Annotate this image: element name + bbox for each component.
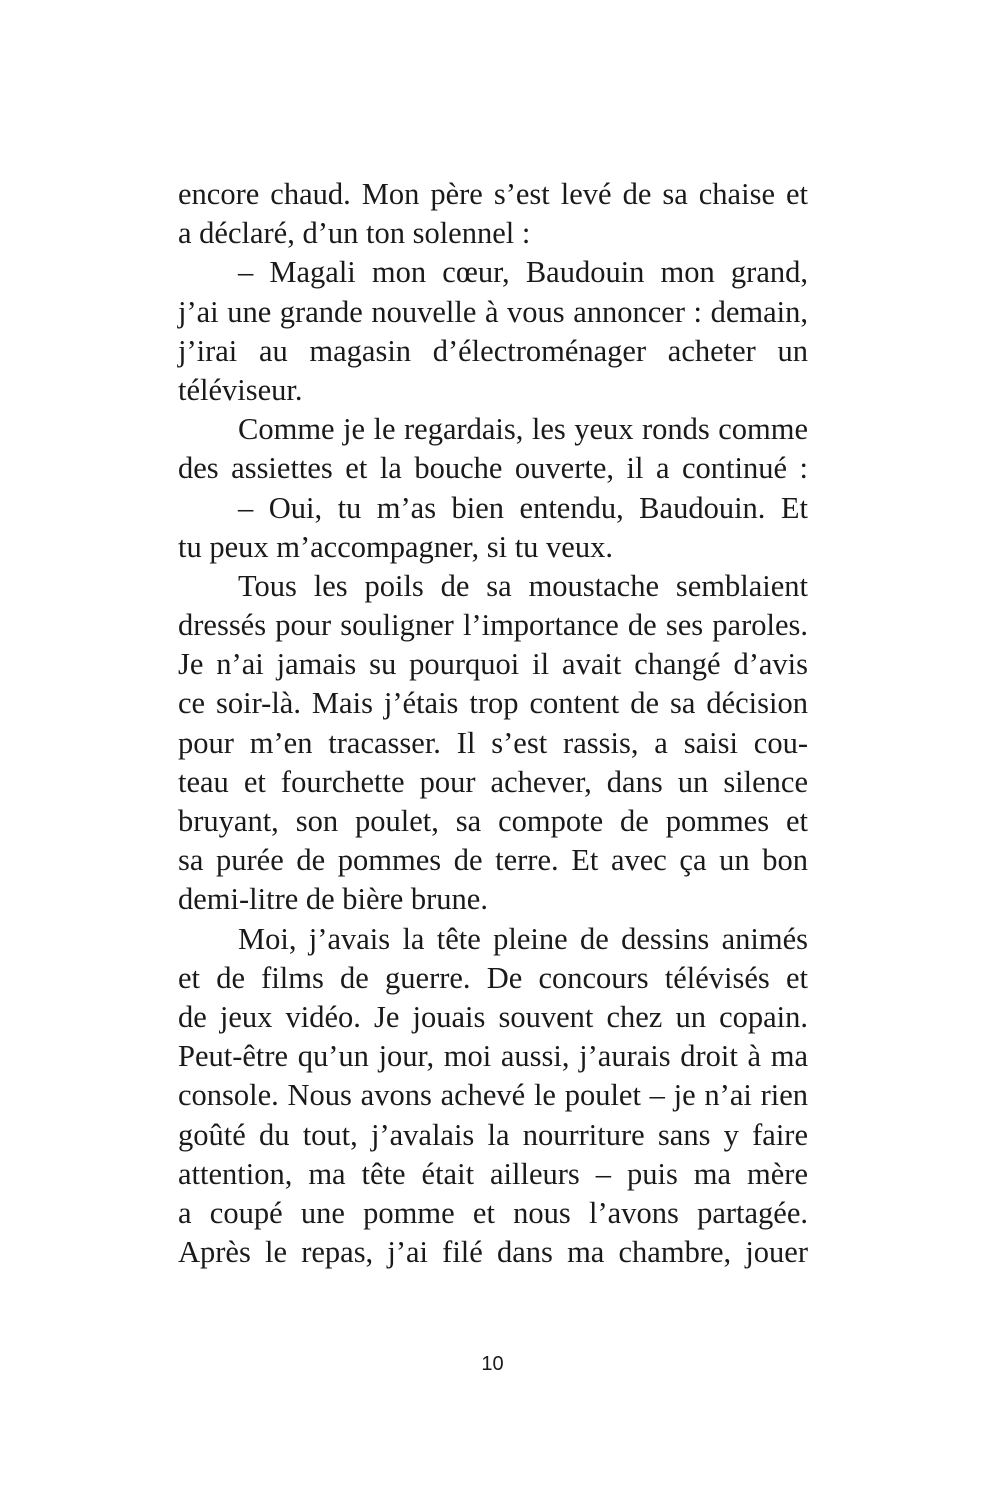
- text-line: téléviseur.: [178, 372, 303, 407]
- text-line: Peut-être qu’un jour, moi aussi, j’aurais droit à ma: [178, 1039, 808, 1074]
- text-line: des assiettes et la bouche ouverte, il a continué :: [178, 451, 808, 486]
- text-line: a coupé une pomme et nous l’avons partagée.: [178, 1195, 808, 1230]
- text-line: tu peux m’accompagner, si tu veux.: [178, 529, 613, 564]
- text-line: Tous les poils de sa moustache semblaient: [238, 568, 808, 603]
- text-line: attention, ma tête était ailleurs – puis ma mère: [178, 1156, 808, 1191]
- text-line: teau et fourchette pour achever, dans un silence: [178, 764, 808, 799]
- text-line: encore chaud. Mon père s’est levé de sa chaise et: [178, 177, 808, 211]
- text-line: et de films de guerre. De concours télévisés et: [178, 960, 808, 995]
- text-line: Je n’ai jamais su pourquoi il avait changé d’avis: [178, 647, 808, 682]
- text-line: console. Nous avons achevé le poulet – je n’ai rien: [178, 1078, 808, 1113]
- text-line: j’ai une grande nouvelle à vous annoncer : demain,: [178, 294, 808, 329]
- text-line: j’irai au magasin d’électroménager acheter un: [178, 333, 808, 368]
- text-line: bruyant, son poulet, sa compote de pommes et: [178, 804, 808, 838]
- text-line: ce soir-là. Mais j’étais trop content de sa décision: [178, 686, 808, 721]
- text-line: – Oui, tu m’as bien entendu, Baudouin. Et: [238, 490, 808, 525]
- text-line: goûté du tout, j’avalais la nourriture sans y faire: [178, 1117, 808, 1152]
- text-line: sa purée de pommes de terre. Et avec ça un bon: [178, 843, 808, 878]
- text-line: Après le repas, j’ai filé dans ma chambre, jouer: [178, 1235, 808, 1270]
- body-text: [178, 175, 808, 1272]
- text-line: de jeux vidéo. Je jouais souvent chez un copain.: [178, 999, 808, 1034]
- text-line: dressés pour souligner l’importance de ses paroles.: [178, 608, 808, 643]
- text-line: pour m’en tracasser. Il s’est rassis, a saisi cou-: [178, 725, 808, 760]
- text-line: a déclaré, d’un ton solennel :: [178, 216, 531, 251]
- text-line: Moi, j’avais la tête pleine de dessins animés: [238, 921, 808, 956]
- page-number: 10: [481, 1353, 504, 1375]
- text-line: – Magali mon cœur, Baudouin mon grand,: [238, 255, 808, 290]
- text-line: Comme je le regardais, les yeux ronds comme: [238, 412, 808, 447]
- text-line: demi-litre de bière brune.: [178, 882, 488, 917]
